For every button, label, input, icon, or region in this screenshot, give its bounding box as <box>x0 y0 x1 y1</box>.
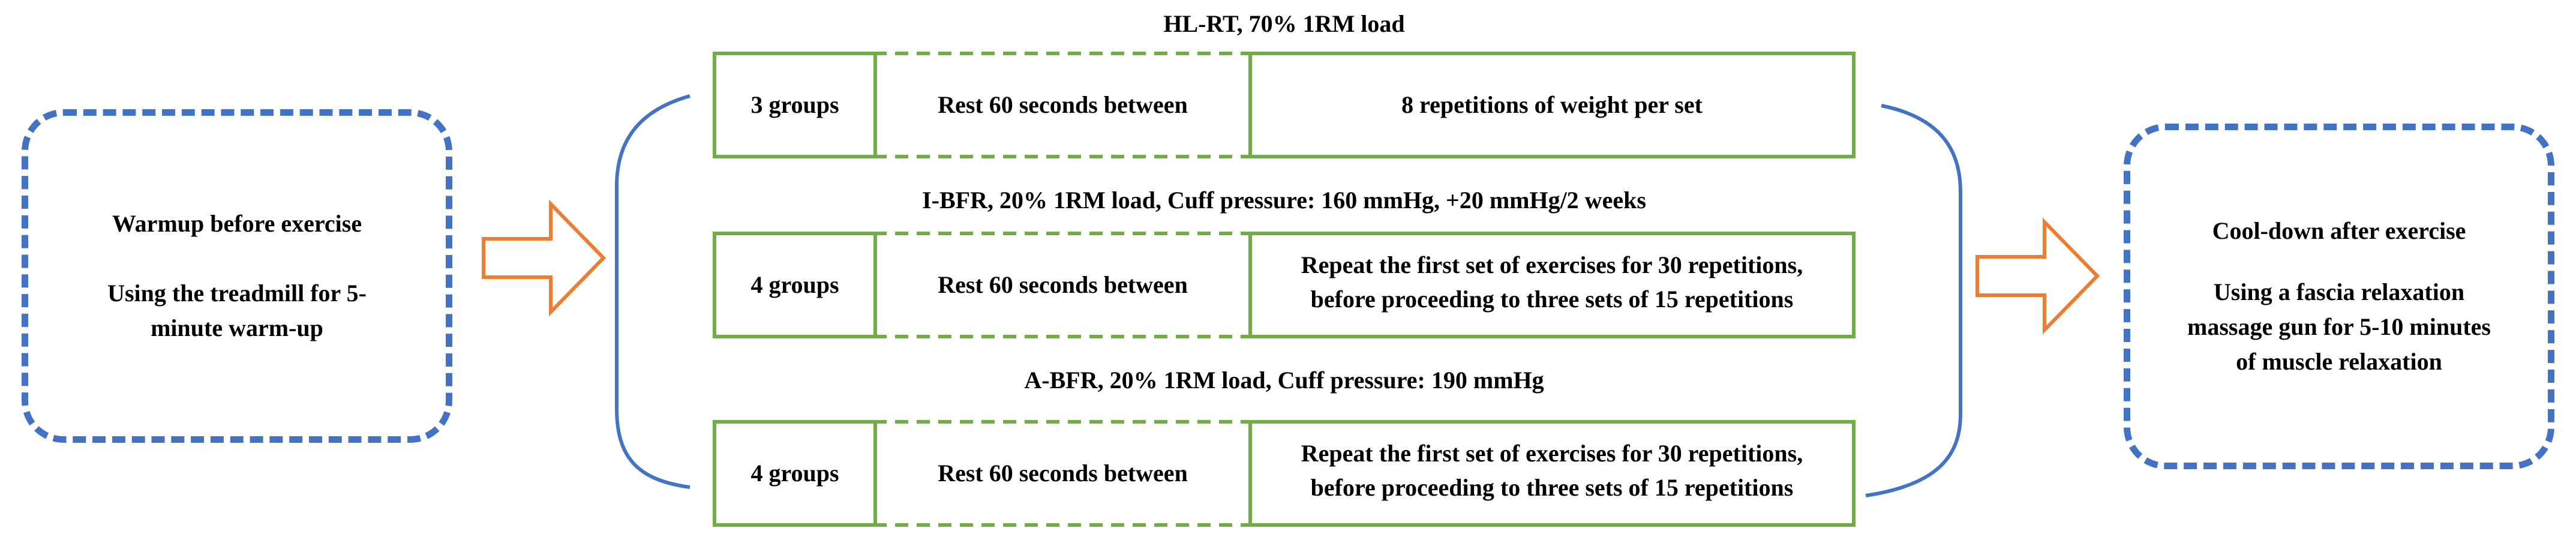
dashed-top-border <box>873 232 1245 235</box>
detail-cell <box>1248 55 1852 155</box>
rest-cell: Rest 60 seconds between <box>938 459 1188 487</box>
detail-line2: before proceeding to three sets of 15 repetitions <box>1310 473 1794 501</box>
detail-cell <box>1248 235 1852 335</box>
warmup-desc-line1: Using the treadmill for 5- <box>107 280 367 307</box>
cooldown-desc-line3: of muscle relaxation <box>2236 348 2442 375</box>
dashed-bottom-border <box>873 335 1245 338</box>
left-bracket <box>617 96 690 487</box>
dashed-top-border <box>873 420 1245 424</box>
dashed-bottom-border <box>873 523 1245 527</box>
detail-line1: Repeat the first set of exercises for 30 repetitions, <box>1301 440 1803 467</box>
cooldown-title: Cool-down after exercise <box>2212 217 2466 244</box>
right-arrow-icon-right <box>1977 222 2097 330</box>
right-bracket <box>1866 106 1960 496</box>
dashed-top-border <box>873 52 1245 55</box>
protocol-title-hlrt: HL-RT, 70% 1RM load <box>1163 10 1405 37</box>
protocol-row-ibfr <box>713 232 1856 338</box>
groups-cell: 3 groups <box>716 55 877 155</box>
protocol-row-abfr <box>713 420 1856 527</box>
rest-cell: Rest 60 seconds between <box>938 91 1188 118</box>
detail-line1: 8 repetitions of weight per set <box>1401 91 1703 118</box>
warmup-title: Warmup before exercise <box>112 210 362 237</box>
warmup-desc-line2: minute warm-up <box>151 314 323 341</box>
cooldown-desc-line2: massage gun for 5-10 minutes <box>2187 313 2491 340</box>
protocol-title-abfr: A-BFR, 20% 1RM load, Cuff pressure: 190 mmHg <box>1024 367 1544 394</box>
protocol-row-hlrt <box>713 52 1856 158</box>
detail-line1: Repeat the first set of exercises for 30 repetitions, <box>1301 251 1803 278</box>
dashed-bottom-border <box>873 155 1245 158</box>
cooldown-desc-line1: Using a fascia relaxation <box>2213 278 2465 305</box>
rest-cell: Rest 60 seconds between <box>938 271 1188 298</box>
detail-line2: before proceeding to three sets of 15 repetitions <box>1310 285 1794 313</box>
detail-cell <box>1248 424 1852 523</box>
groups-cell: 4 groups <box>716 424 877 523</box>
right-arrow-icon-left <box>484 204 604 312</box>
groups-cell: 4 groups <box>716 235 877 335</box>
protocol-title-ibfr: I-BFR, 20% 1RM load, Cuff pressure: 160 mmHg, +20 mmHg/2 weeks <box>922 187 1646 214</box>
